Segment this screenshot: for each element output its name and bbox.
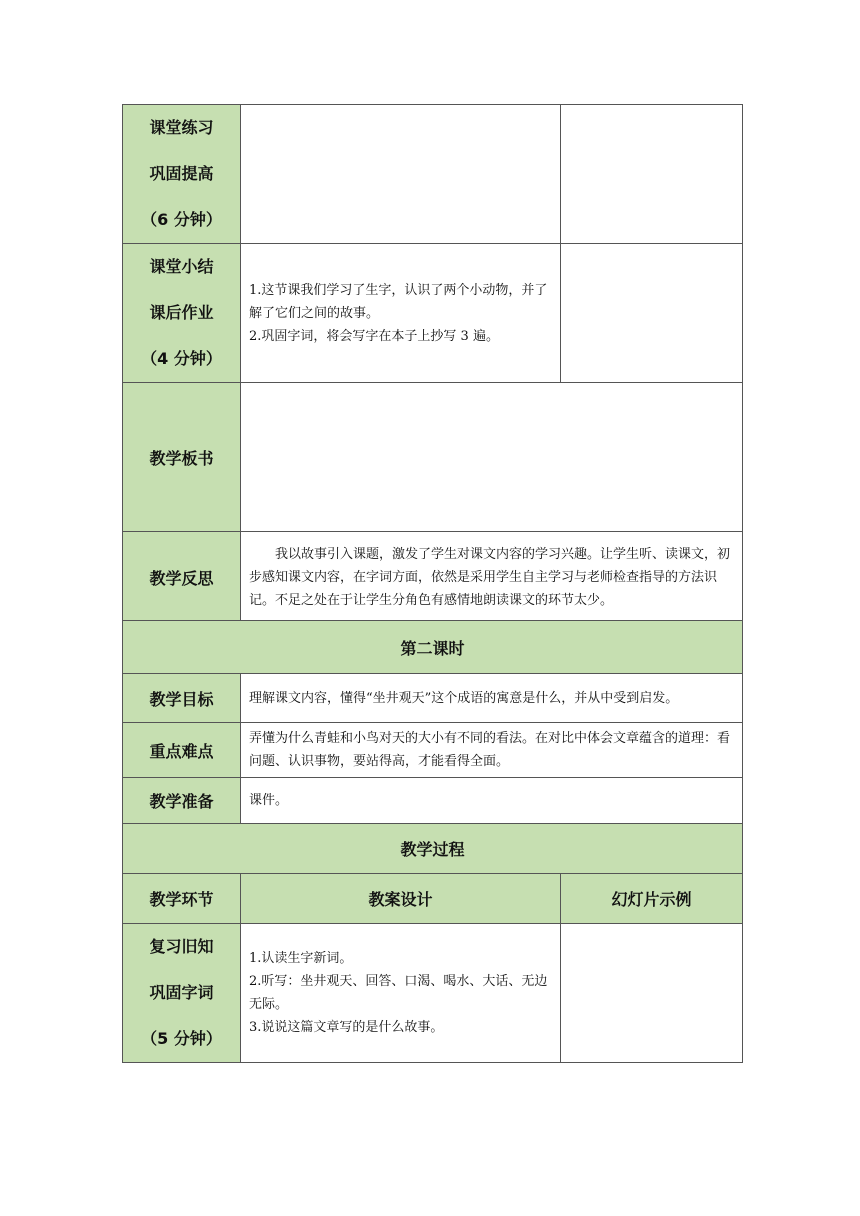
summary-row xyxy=(123,244,743,383)
practice-slide-cell xyxy=(561,105,743,244)
upper-lesson-table xyxy=(122,104,743,623)
goals-content: 理解课文内容，懂得“坐井观天”这个成语的寓意是什么，并从中受到启发。 xyxy=(241,674,743,723)
review-content-line-2: 2.听写：坐井观天、回答、口渴、喝水、大话、无边无际。 xyxy=(249,974,548,1012)
session-title-row xyxy=(123,621,743,674)
summary-label-line-1: 课堂小结 xyxy=(149,257,214,276)
review-content-line-1: 1.认读生字新词。 xyxy=(249,951,353,966)
board-content-cell xyxy=(241,383,743,532)
board-label: 教学板书 xyxy=(123,383,241,532)
reflection-label: 教学反思 xyxy=(123,532,241,623)
process-header-row xyxy=(123,874,743,924)
goals-row xyxy=(123,674,743,723)
reflection-row xyxy=(123,532,743,623)
review-content-cell xyxy=(241,924,561,1063)
process-title: 教学过程 xyxy=(123,824,743,874)
practice-label xyxy=(123,105,241,244)
prep-row xyxy=(123,778,743,824)
session-title: 第二课时 xyxy=(123,621,743,674)
review-label-line-1: 复习旧知 xyxy=(149,937,214,956)
summary-content-line-2: 2.巩固字词，将会写字在本子上抄写 3 遍。 xyxy=(249,328,499,344)
board-row xyxy=(123,383,743,532)
summary-label-line-2: 课后作业 xyxy=(149,303,214,322)
prep-label: 教学准备 xyxy=(123,778,241,824)
key-points-content: 弄懂为什么青蛙和小鸟对天的大小有不同的看法。在对比中体会文章蕴含的道理：看问题、认识事物，要站得高，才能看得全面。 xyxy=(241,723,743,778)
lower-lesson-table xyxy=(122,620,743,1063)
summary-label xyxy=(123,244,241,383)
review-label xyxy=(123,924,241,1063)
goals-label: 教学目标 xyxy=(123,674,241,723)
practice-content-cell xyxy=(241,105,561,244)
practice-row xyxy=(123,105,743,244)
header-design: 教案设计 xyxy=(241,874,561,924)
review-row xyxy=(123,924,743,1063)
process-title-row xyxy=(123,824,743,874)
summary-content-line-1: 1.这节课我们学习了生字，认识了两个小动物，并了解了它们之间的故事。 xyxy=(249,282,548,321)
review-slide-cell xyxy=(561,924,743,1063)
header-slides: 幻灯片示例 xyxy=(561,874,743,924)
key-points-label: 重点难点 xyxy=(123,723,241,778)
key-points-row xyxy=(123,723,743,778)
summary-content-cell xyxy=(241,244,561,383)
review-label-line-2: 巩固字词 xyxy=(149,983,214,1002)
practice-label-line-3: （6 分钟） xyxy=(141,210,222,229)
header-stage: 教学环节 xyxy=(123,874,241,924)
summary-slide-cell xyxy=(561,244,743,383)
prep-content: 课件。 xyxy=(241,778,743,824)
review-label-line-3: （5 分钟） xyxy=(141,1029,222,1048)
reflection-content: 我以故事引入课题，激发了学生对课文内容的学习兴趣。让学生听、读课文，初步感知课文内容，在字词方面，依然是采用学生自主学习与老师检查指导的方法识记。不足之处在于让学生分角色有感情地朗读课文的环节太少。 xyxy=(241,532,743,623)
summary-label-line-3: （4 分钟） xyxy=(141,349,222,368)
practice-label-line-1: 课堂练习 xyxy=(149,118,214,137)
review-content-line-3: 3.说说这篇文章写的是什么故事。 xyxy=(249,1020,444,1035)
practice-label-line-2: 巩固提高 xyxy=(149,164,214,183)
